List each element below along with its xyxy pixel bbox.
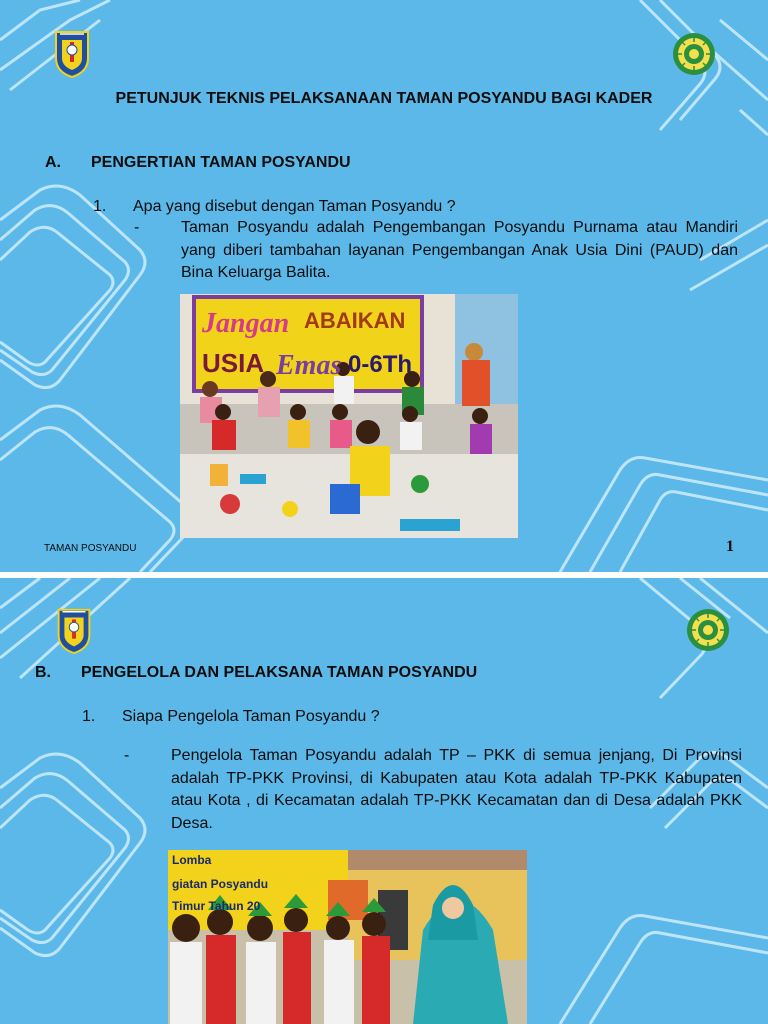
east-java-crest-icon xyxy=(54,28,90,78)
section-letter: A. xyxy=(45,154,61,171)
photo-banner-text-2b: Emas xyxy=(276,350,342,381)
question-number: 1. xyxy=(82,708,96,725)
section-title: PENGELOLA DAN PELAKSANA TAMAN POSYANDU xyxy=(81,664,478,681)
pkk-emblem-icon xyxy=(686,608,730,652)
photo-banner-text-2c: 0-6Th xyxy=(348,351,413,378)
section-letter: B. xyxy=(35,664,51,681)
east-java-crest-icon xyxy=(56,606,92,654)
photo-banner-text-1: Lomba xyxy=(172,853,212,867)
photo-children-play xyxy=(180,294,518,538)
section-title: PENGERTIAN TAMAN POSYANDU xyxy=(91,154,351,171)
photo-pkk-event xyxy=(168,850,527,1024)
photo-banner-text-1b: ABAIKAN xyxy=(304,308,406,333)
photo-banner-text-2: giatan Posyandu xyxy=(172,877,269,891)
pkk-emblem-icon xyxy=(672,32,716,76)
photo-banner-text-3: Timur Tahun 20 xyxy=(172,899,261,913)
answer-paragraph: Pengelola Taman Posyandu adalah TP – PKK di semua jenjang, Di Provinsi adalah TP-PKK Provinsi, di Kabupaten atau Kota adalah TP-PKK Kabupaten atau Kota , di Kecamatan adalah TP-PKK Kecamatan dan di Desa adalah PKK Desa. xyxy=(171,747,742,832)
page-title: PETUNJUK TEKNIS PELAKSANAAN TAMAN POSYANDU BAGI KADER xyxy=(115,90,653,107)
slide-2 xyxy=(0,578,768,1024)
photo-banner-text-1a: Jangan xyxy=(202,308,290,339)
answer-paragraph: Taman Posyandu adalah Pengembangan Posyandu Purnama atau Mandiri yang diberi tambahan layanan Pengembangan Anak Usia Dini (PAUD) dan Bina Keluarga Balita. xyxy=(181,219,738,281)
footer-label: TAMAN POSYANDU xyxy=(44,543,137,554)
question-number: 1. xyxy=(93,198,107,215)
photo-banner-text-2a: USIA xyxy=(202,348,265,378)
question-text: Apa yang disebut dengan Taman Posyandu ? xyxy=(133,198,456,215)
bullet-dash: - xyxy=(134,219,140,236)
bullet-dash: - xyxy=(124,747,130,764)
page-number: 1 xyxy=(726,538,734,555)
question-text: Siapa Pengelola Taman Posyandu ? xyxy=(122,708,380,725)
